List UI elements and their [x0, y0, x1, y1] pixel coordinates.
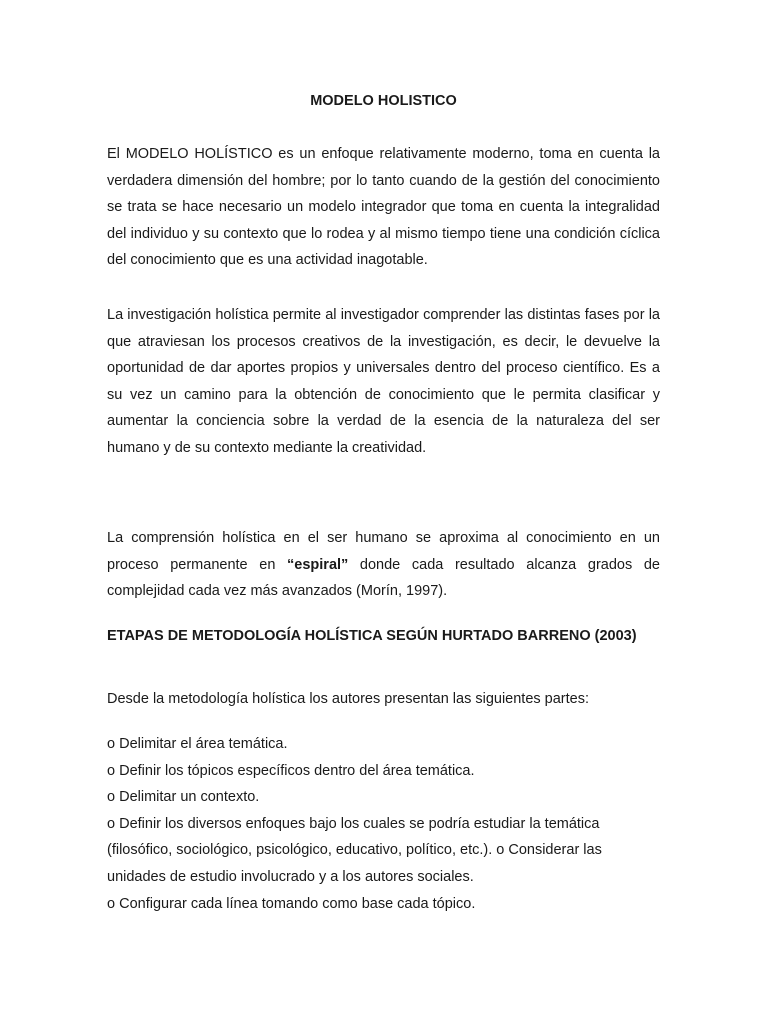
- list-item: o Definir los tópicos específicos dentro del área temática.: [107, 762, 475, 779]
- list-item: o Delimitar el área temática.: [107, 736, 288, 752]
- list-intro: Desde la metodología holística los autores presentan las siguientes partes:: [107, 691, 590, 707]
- spiral-keyword: “espiral”: [287, 556, 349, 573]
- stages-list: [107, 731, 660, 917]
- list-item: o Definir los diversos enfoques bajo los cuales se podría estudiar la temática (filosófico, sociológico, psicológico, educativo, político, etc.). o Considerar las unidades de estudio involucrado y a los autores sociales.: [107, 815, 602, 885]
- paragraph-holistic-research: La investigación holística permite al investigador comprender las distintas fases por la que atraviesan los procesos creativos de la investigación, es decir, le devuelve la oportunidad de dar aportes propios y universales dentro del proceso científico. Es a su vez un camino para la obtención de conocimiento que le permita clasificar y aumentar la conciencia sobre la verdad de la esencia de la naturaleza del ser humano y de su contexto mediante la creatividad.: [107, 307, 660, 456]
- document-title: MODELO HOLISTICO: [310, 93, 457, 109]
- list-item: o Configurar cada línea tomando como base cada tópico.: [107, 895, 476, 912]
- paragraph-text-after: donde cada resultado alcanza grados de complejidad cada vez más avanzados (Morín, 1997).: [107, 556, 660, 600]
- section-heading: ETAPAS DE METODOLOGÍA HOLÍSTICA SEGÚN HURTADO BARRENO (2003): [107, 628, 637, 644]
- list-item: o Delimitar un contexto.: [107, 789, 260, 806]
- paragraph-intro-model: El MODELO HOLÍSTICO es un enfoque relativamente moderno, toma en cuenta la verdadera dimensión del hombre; por lo tanto cuando de la gestión del conocimiento se trata se hace necesario un modelo integrador que toma en cuenta la integralidad del individuo y su contexto que lo rodea y al mismo tiempo tiene una condición cíclica del conocimiento que es una actividad inagotable.: [107, 146, 660, 269]
- paragraph-holistic-comprehension: [107, 525, 660, 605]
- paragraph-text-before: La comprensión holística en el ser humano se aproxima al conocimiento en un proceso permanente en: [107, 530, 660, 573]
